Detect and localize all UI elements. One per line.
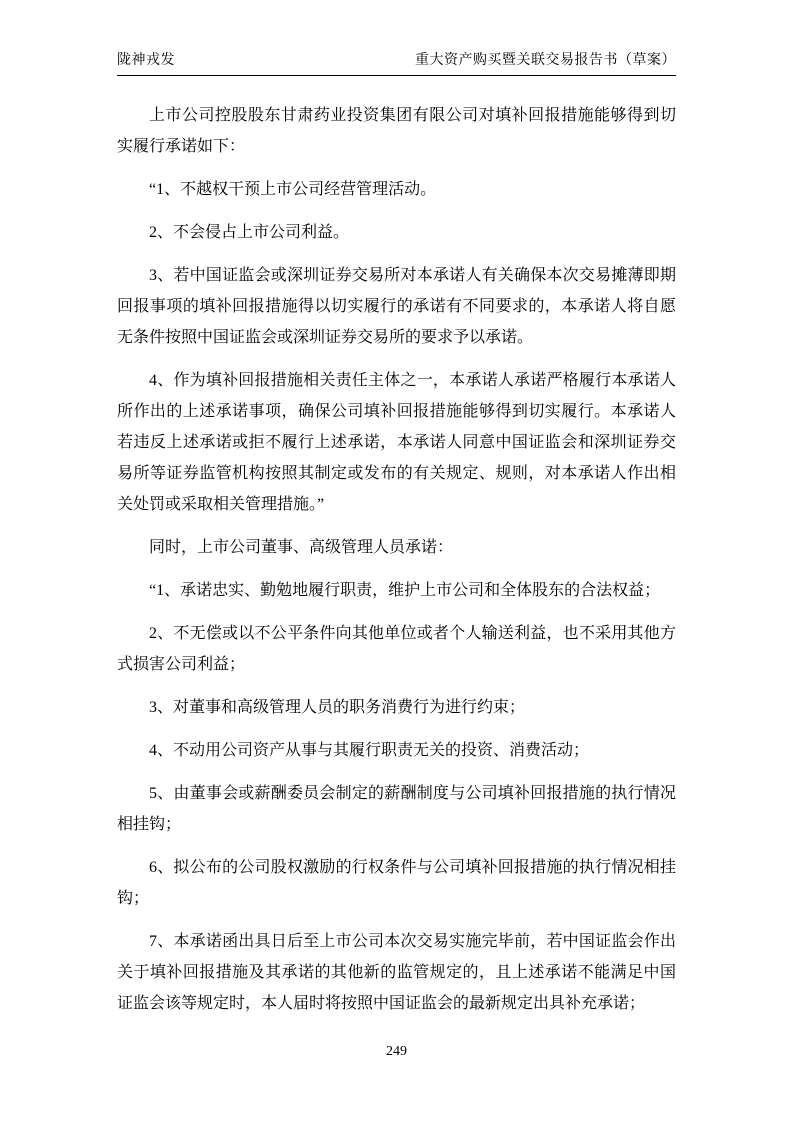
paragraph: “1、不越权干预上市公司经营管理活动。 bbox=[149, 181, 437, 198]
paragraph: 6、拟公布的公司股权激励的行权条件与公司填补回报措施的执行情况相挂钩； bbox=[117, 859, 676, 907]
paragraph: 5、由董事会或薪酬委员会制定的薪酬制度与公司填补回报措施的执行情况相挂钩； bbox=[117, 785, 676, 833]
header-report-title: 重大资产购买暨关联交易报告书（草案） bbox=[415, 53, 676, 68]
paragraph: 2、不无偿或以不公平条件向其他单位或者个人输送利益，也不采用其他方式损害公司利益； bbox=[117, 625, 676, 673]
page-number: 249 bbox=[386, 1044, 407, 1059]
paragraph: 同时，上市公司董事、高级管理人员承诺： bbox=[149, 539, 454, 556]
document-body bbox=[117, 100, 676, 1031]
page-footer bbox=[0, 1044, 793, 1060]
paragraph: 4、作为填补回报措施相关责任主体之一，本承诺人承诺严格履行本承诺人所作出的上述承诺事项，确保公司填补回报措施能够得到切实履行。本承诺人若违反上述承诺或拒不履行上述承诺，本承诺人同意中国证监会和深圳证券交易所等证券监管机构按照其制定或发布的有关规定、规则，对本承诺人作出相关处罚或采取相关管理措施。” bbox=[117, 372, 676, 513]
paragraph: 3、对董事和高级管理人员的职务消费行为进行约束； bbox=[149, 699, 526, 716]
page-header bbox=[117, 49, 676, 76]
header-company-name: 陇神戎发 bbox=[117, 53, 175, 68]
paragraph: 4、不动用公司资产从事与其履行职责无关的投资、消费活动； bbox=[149, 742, 590, 759]
paragraph: 2、不会侵占上市公司利益。 bbox=[149, 224, 350, 241]
paragraph: 7、本承诺函出具日后至上市公司本次交易实施完毕前，若中国证监会作出关于填补回报措施及其承诺的其他新的监管规定的，且上述承诺不能满足中国证监会该等规定时，本人届时将按照中国证监会的最新规定出具补充承诺； bbox=[117, 933, 676, 1012]
paragraph: “1、承诺忠实、勤勉地履行职责，维护上市公司和全体股东的合法权益； bbox=[149, 582, 661, 599]
paragraph: 3、若中国证监会或深圳证券交易所对本承诺人有关确保本次交易摊薄即期回报事项的填补回报措施得以切实履行的承诺有不同要求的，本承诺人将自愿无条件按照中国证监会或深圳证券交易所的要求予以承诺。 bbox=[117, 267, 676, 346]
paragraph: 上市公司控股股东甘肃药业投资集团有限公司对填补回报措施能够得到切实履行承诺如下： bbox=[117, 107, 676, 155]
